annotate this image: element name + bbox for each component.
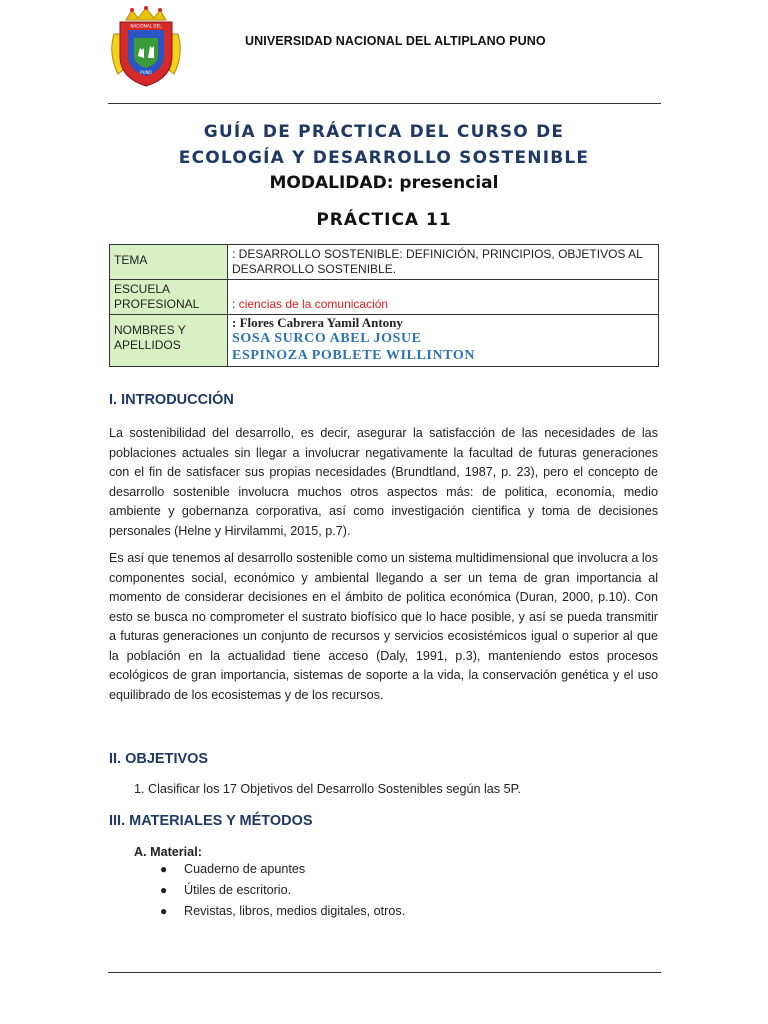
escuela-value: ciencias de la comunicación [238,297,389,311]
logo-text-bottom: PUNO [140,70,152,75]
intro-paragraph-1: La sostenibilidad del desarrollo, es decir, asegurar la satisfacción de las necesidades de las poblaciones actuales sin llegar a involucrar negativamente la facultad de futuras generaciones con el fin de satisfacer sus propias necesidades (Brundtland, 1987, p. 23), pero el concepto de desarrollo sostenible involucra muchos otros aspectos más: de politica, economía, medio ambiente y gobernanza corporativa, así como investigación cientifica y toma de decisiones personales (Helne y Hirvilammi, 2015, p.7). [109,426,658,538]
modalidad-label: MODALIDAD: [269,173,394,193]
info-table [109,244,659,367]
escuela-value-cell [228,280,659,315]
material-item-1: Cuaderno de apuntes [184,862,306,876]
title-line-1: GUÍA DE PRÁCTICA DEL CURSO DE [203,122,565,142]
bullet-icon: ● [160,862,168,876]
logo-text-top: NACIONAL DEL [130,23,162,29]
material-item-2: Útiles de escritorio. [184,883,292,897]
escuela-prefix: : [232,297,236,311]
bullet-icon: ● [160,904,168,918]
materials-heading: III. MATERIALES Y MÉTODOS [109,813,313,829]
university-name: UNIVERSIDAD NACIONAL DEL ALTIPLANO PUNO [245,34,546,48]
material-item-3: Revistas, libros, medios digitales, otros. [184,904,406,918]
student-name-2: SOSA SURCO ABEL JOSUE [232,331,422,346]
intro-paragraph-2: Es así que tenemos al desarrollo sostenible como un sistema multidimensional que involucra a los componentes social, económico y ambiental llegando a ser un tema de gran importancia al momento de considerar decisiones en el ámbito de politica económica (Duran, 2000, p.10). Con esto se busca no comprometer el sustrato biofísico que lo hace posible, y así se pueda transmitir a futuras generaciones un conjunto de recursos y servicios ecosistémicos igual o superior al que la población en la actualidad tiene acceso (Daly, 1991, p.3), manteniendo estos procesos ecológicos de gran importancia, sistemas de soporte a la vida, la conservación genética y el uso equilibrado de los ecosistemas y de los recursos. [109,551,658,702]
escuela-label-line2: PROFESIONAL [114,297,200,311]
table-row-tema [110,245,659,280]
materials-subheading: A. Material: [134,845,202,859]
escuela-label-line1: ESCUELA [114,282,171,296]
table-row-escuela [110,280,659,315]
nombres-label-line1: NOMBRES Y [114,323,186,337]
tema-value: : DESARROLLO SOSTENIBLE: DEFINICIÓN, PRINCIPIOS, OBJETIVOS AL DESARROLLO SOSTENIBLE. [228,245,659,280]
practica-title: PRÁCTICA 11 [316,210,452,230]
header-divider [108,103,661,104]
escuela-label [110,280,228,315]
nombres-label-line2: APELLIDOS [114,338,181,352]
nombres-label [110,315,228,367]
title-line-2: ECOLOGÍA Y DESARROLLO SOSTENIBLE [178,148,590,168]
bullet-icon: ● [160,883,168,897]
objective-item-1: 1. Clasificar los 17 Objetivos del Desarrollo Sostenibles según las 5P. [134,782,521,796]
objectives-heading: II. OBJETIVOS [109,751,209,767]
university-logo [104,4,188,88]
footer-divider [108,972,661,973]
nombres-value-cell [228,315,659,367]
student-name-1: : Flores Cabrera Yamil Antony [232,315,403,330]
tema-label: TEMA [110,245,228,280]
modalidad-value: presencial [399,173,499,193]
student-name-3: ESPINOZA POBLETE WILLINTON [232,348,476,363]
intro-heading: I. INTRODUCCIÓN [109,392,234,408]
table-row-nombres [110,315,659,367]
modalidad-line [0,173,768,193]
